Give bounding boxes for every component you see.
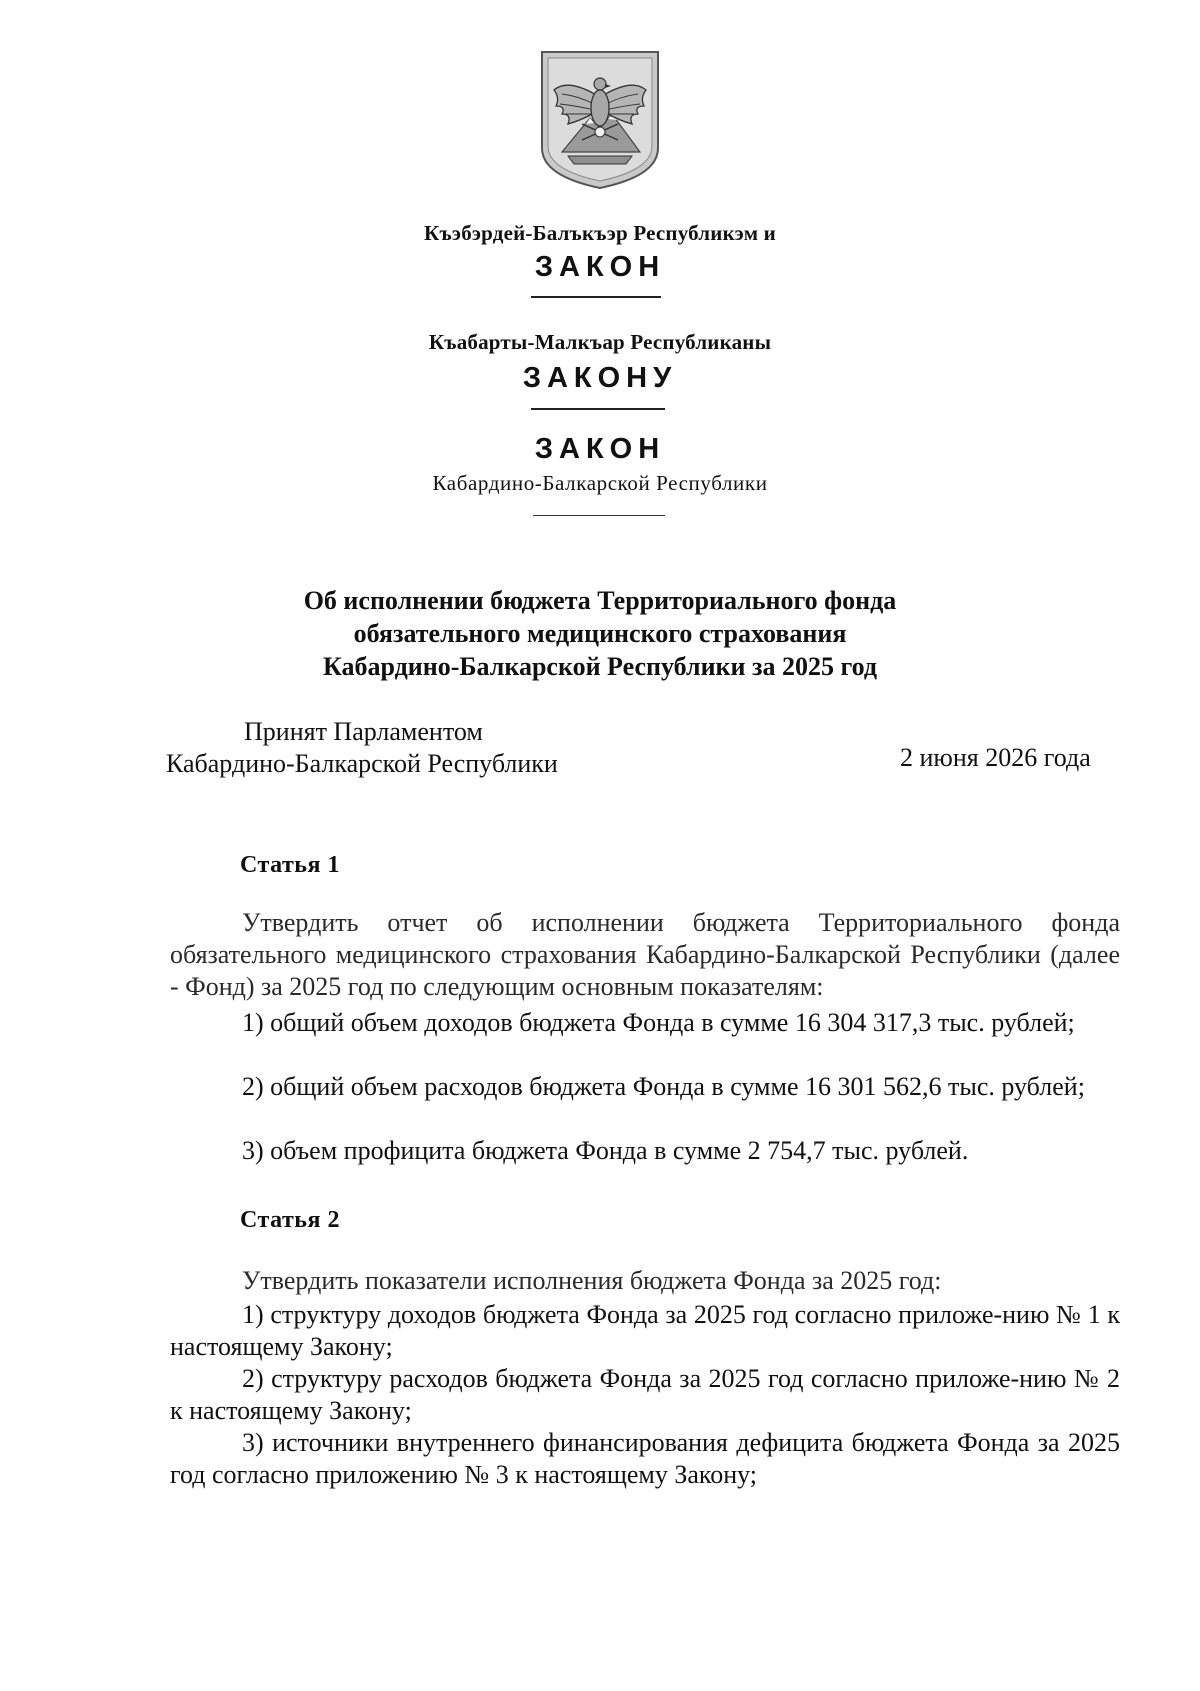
article-2-item-2: 2) структуру расходов бюджета Фонда за 2025 год согласно приложе-нию № 2 к настоящему Закону; — [170, 1364, 1120, 1425]
header-balkar-law: ЗАКОНУ — [522, 362, 678, 394]
law-title-line-2: обязательного медицинского страхования — [353, 619, 847, 648]
coat-of-arms-emblem — [538, 48, 662, 190]
article-2-heading: Статья 2 — [240, 1207, 340, 1233]
article-2-item-3: 3) источники внутреннего финансирования дефицита бюджета Фонда за 2025 год согласно приложению № 3 к настоящему Закону; — [170, 1428, 1120, 1489]
law-title-line-1: Об исполнении бюджета Территориального фонда — [303, 586, 897, 615]
header-kabardian-law: ЗАКОН — [534, 251, 666, 283]
header-kabardian-line: Къэбэрдей-Балъкъэр Республикэм и — [424, 221, 776, 245]
law-title-line-3: Кабардино-Балкарской Республики за 2025 год — [322, 652, 878, 681]
article-1-item-1: 1) общий объем доходов бюджета Фонда в сумме 16 304 317,3 тыс. рублей; — [242, 1008, 1075, 1037]
article-1-intro: Утвердить отчет об исполнении бюджета Территориального фонда обязательного медицинского страхования Кабардино-Балкарской Республики (далее - Фонд) за 2025 год по следующим основным показателям: — [170, 908, 1120, 1001]
header-divider-2 — [531, 408, 665, 410]
header-divider-1 — [531, 296, 661, 298]
article-1-item-2: 2) общий объем расходов бюджета Фонда в сумме 16 301 562,6 тыс. рублей; — [242, 1072, 1085, 1101]
header-balkar-line: Къабарты-Малкъар Республиканы — [428, 330, 772, 354]
header-divider-3 — [533, 515, 665, 516]
header-russian-law: ЗАКОН — [534, 433, 666, 465]
article-2-item-1: 1) структуру доходов бюджета Фонда за 2025 год согласно приложе-нию № 1 к настоящему Закону; — [170, 1300, 1120, 1361]
article-2-intro: Утвердить показатели исполнения бюджета Фонда за 2025 год: — [242, 1266, 942, 1295]
adoption-line-1: Принят Парламентом — [244, 717, 483, 746]
article-1-heading: Статья 1 — [240, 852, 340, 878]
article-1-item-3: 3) объем профицита бюджета Фонда в сумме 2 754,7 тыс. рублей. — [242, 1136, 969, 1165]
header-russian-line: Кабардино-Балкарской Республики — [432, 471, 768, 495]
adoption-line-2: Кабардино-Балкарской Республики — [166, 749, 558, 778]
adoption-date: 2 июня 2026 года — [900, 743, 1091, 772]
